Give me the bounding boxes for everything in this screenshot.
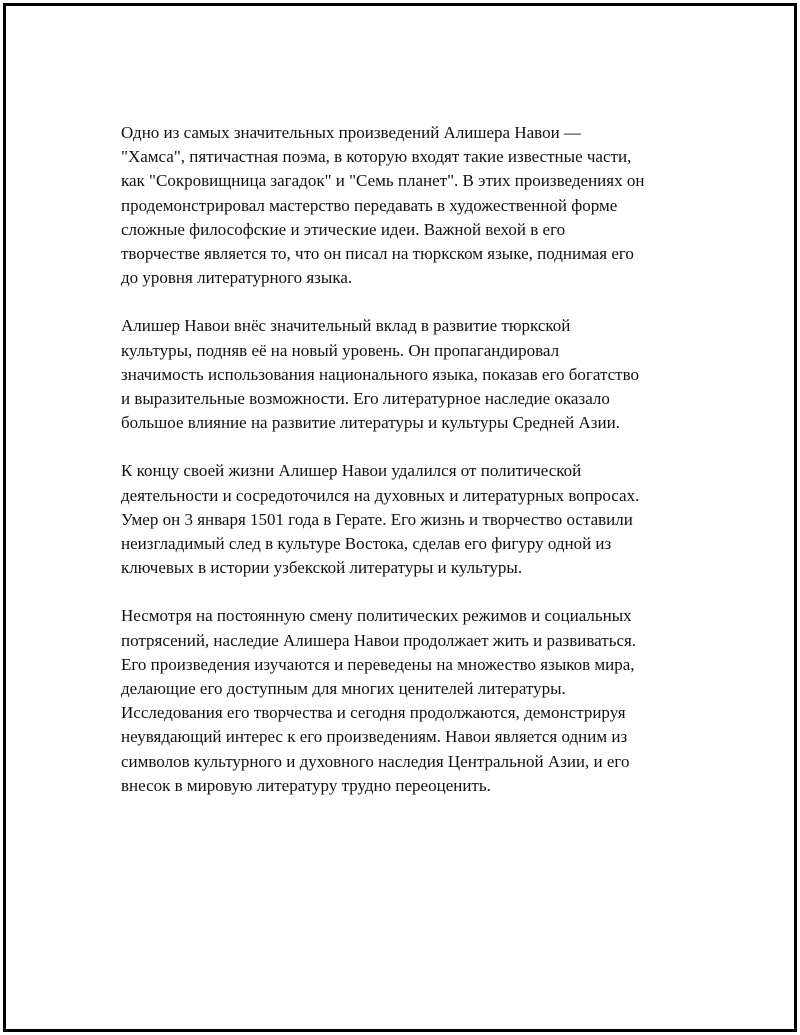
text-line: К концу своей жизни Алишер Навои удалился от политической	[121, 461, 582, 481]
text-line: большое влияние на развитие литературы и культуры Средней Азии.	[121, 413, 620, 433]
text-line: продемонстрировал мастерство передавать в художественной форме	[121, 195, 618, 215]
paragraph-2	[121, 314, 691, 435]
text-line: "Хамса", пятичастная поэма, в которую входят такие известные части,	[121, 147, 632, 167]
text-line: и выразительные возможности. Его литературное наследие оказало	[121, 389, 610, 409]
text-line: творчестве является то, что он писал на тюркском языке, поднимая его	[121, 244, 634, 264]
text-line: потрясений, наследие Алишера Навои продолжает жить и развиваться.	[121, 630, 637, 650]
text-line: Алишер Навои внёс значительный вклад в развитие тюркской	[121, 316, 571, 336]
text-line: неувядающий интерес к его произведениям. Навои является одним из	[121, 727, 628, 747]
text-line: неизгладимый след в культуре Востока, сделав его фигуру одной из	[121, 534, 612, 554]
text-line: до уровня литературного языка.	[121, 268, 353, 288]
text-line: символов культурного и духовного наследия Центральной Азии, и его	[121, 751, 630, 771]
text-line: Его произведения изучаются и переведены на множество языков мира,	[121, 654, 635, 674]
text-line: делающие его доступным для многих ценителей литературы.	[121, 679, 566, 699]
text-line: ключевых в истории узбекской литературы и культуры.	[121, 558, 523, 578]
text-line: внесок в мировую литературу трудно переоценить.	[121, 775, 491, 795]
text-line: сложные философские и этические идеи. Важной вехой в его	[121, 219, 566, 239]
text-line: как "Сокровищница загадок" и "Семь планет". В этих произведениях он	[121, 171, 645, 191]
text-line: деятельности и сосредоточился на духовных и литературных вопросах.	[121, 485, 640, 505]
paragraph-1	[121, 121, 691, 290]
text-line: Исследования его творчества и сегодня продолжаются, демонстрируя	[121, 703, 626, 723]
text-line: Одно из самых значительных произведений Алишера Навои —	[121, 123, 581, 142]
text-line: значимость использования национального языка, показав его богатство	[121, 364, 640, 384]
text-line: Несмотря на постоянную смену политических режимов и социальных	[121, 606, 632, 626]
page-frame	[3, 3, 797, 1032]
paragraph-3	[121, 459, 691, 580]
document-body	[121, 121, 691, 822]
text-line: Умер он 3 января 1501 года в Герате. Его жизнь и творчество оставили	[121, 509, 633, 529]
paragraph-4	[121, 604, 691, 798]
text-line: культуры, подняв её на новый уровень. Он пропагандировал	[121, 340, 560, 360]
